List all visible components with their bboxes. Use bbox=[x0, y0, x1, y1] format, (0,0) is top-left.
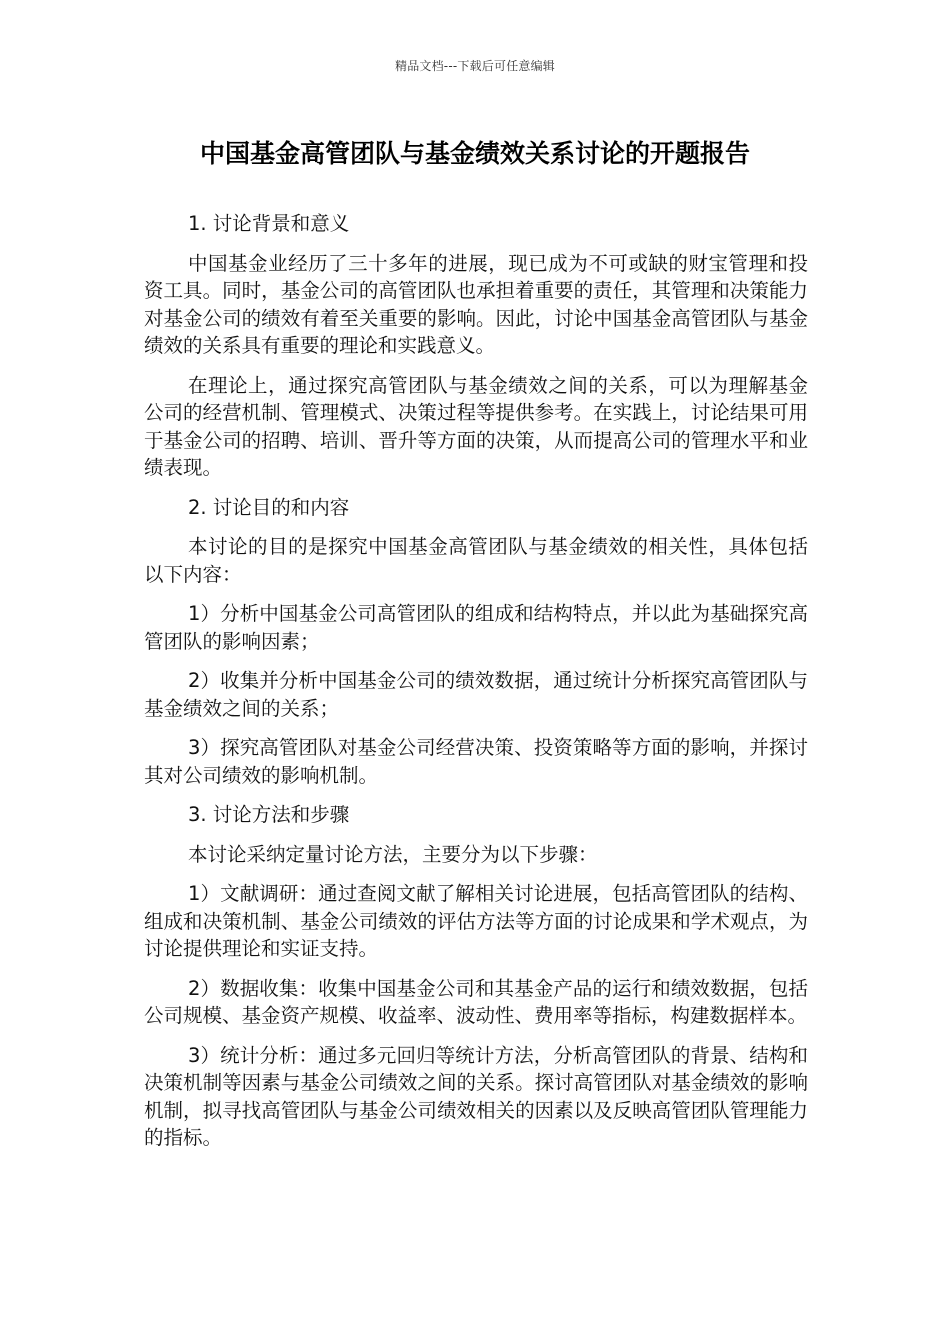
list-item-method-3: 3）统计分析：通过多元回归等统计方法，分析高管团队的背景、结构和决策机制等因素与基金公司绩效之间的关系。探讨高管团队对基金绩效的影响机制，拟寻找高管团队与基金公司绩效相关的因素以及反映高管团队管理能力的指标。 bbox=[144, 1043, 808, 1149]
paragraph-background-2: 在理论上，通过探究高管团队与基金绩效之间的关系，可以为理解基金公司的经营机制、管理模式、决策过程等提供参考。在实践上，讨论结果可用于基金公司的招聘、培训、晋升等方面的决策，从而提高公司的管理水平和业绩表现。 bbox=[144, 373, 808, 479]
section-heading-method: 3. 讨论方法和步骤 bbox=[188, 803, 350, 826]
list-item-method-2: 2）数据收集：收集中国基金公司和其基金产品的运行和绩效数据，包括公司规模、基金资产规模、收益率、波动性、费用率等指标，构建数据样本。 bbox=[144, 976, 808, 1027]
paragraph-method-intro: 本讨论采纳定量讨论方法，主要分为以下步骤： bbox=[188, 842, 598, 866]
paragraph-background-1: 中国基金业经历了三十多年的进展，现已成为不可或缺的财宝管理和投资工具。同时，基金公司的高管团队也承担着重要的责任，其管理和决策能力对基金公司的绩效有着至关重要的影响。因此，讨论中国基金高管团队与基金绩效的关系具有重要的理论和实践意义。 bbox=[144, 251, 808, 357]
document-body bbox=[144, 210, 808, 1164]
section-heading-purpose: 2. 讨论目的和内容 bbox=[188, 495, 350, 519]
list-item-purpose-1: 1）分析中国基金公司高管团队的组成和结构特点，并以此为基础探究高管团队的影响因素； bbox=[144, 602, 808, 653]
document-title: 中国基金高管团队与基金绩效关系讨论的开题报告 bbox=[199, 139, 750, 168]
paragraph-purpose-intro: 本讨论的目的是探究中国基金高管团队与基金绩效的相关性，具体包括以下内容： bbox=[144, 535, 808, 586]
list-item-purpose-2: 2）收集并分析中国基金公司的绩效数据，通过统计分析探究高管团队与基金绩效之间的关系； bbox=[144, 669, 808, 720]
list-item-purpose-3: 3）探究高管团队对基金公司经营决策、投资策略等方面的影响，并探讨其对公司绩效的影响机制。 bbox=[144, 736, 808, 787]
header-watermark: 精品文档---下载后可任意编辑 bbox=[395, 59, 555, 73]
list-item-method-1: 1）文献调研：通过查阅文献了解相关讨论进展，包括高管团队的结构、组成和决策机制、基金公司绩效的评估方法等方面的讨论成果和学术观点，为讨论提供理论和实证支持。 bbox=[144, 882, 808, 960]
section-heading-background: 1. 讨论背景和意义 bbox=[188, 212, 350, 235]
